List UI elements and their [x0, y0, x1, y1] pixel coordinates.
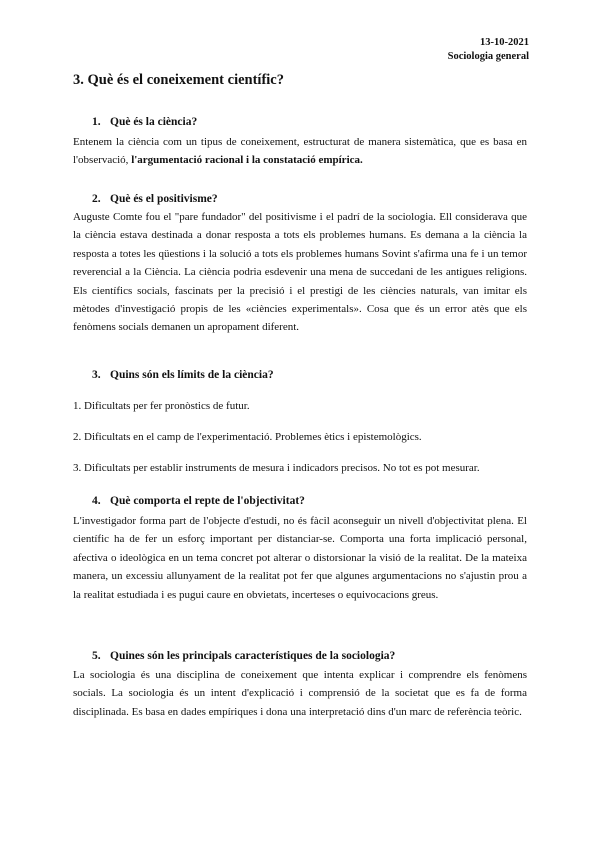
section-4-paragraph: L'investigador forma part de l'objecte d'estudi, no és fàcil aconseguir un nivell d'objectivitat plena. El científic ha de fer un esforç important per distanciar-se. Comporta una forta implicació personal, afectiva o ideològica en un tema concret pot alterar o distorsionar la visió de la realitat. De la mateixa manera, un excessiu allunyament de la realitat pot fer que algunes argumentacions no s'ajustin prou a la realitat estudiada i es pugui caure en obvietats, incerteses o equivocacions greus.: [73, 515, 527, 601]
header-subject: Sociologia general: [447, 51, 529, 62]
section-5-paragraph: La sociologia és una disciplina de coneixement que intenta explicar i comprendre els fenòmens socials. La sociologia és un intent d'explicació i comprensió de la societat que es fa de forma disciplinada. Es basa en dades empíriques i dona una interpretació dins d'un marc de referència teòric.: [73, 669, 527, 718]
limit-item-2: 2. Dificultats en el camp de l'experimentació. Problemes ètics i epistemològics.: [73, 431, 422, 443]
section-4-title: Què comporta el repte de l'objectivitat?: [110, 495, 305, 507]
section-1-number: 1.: [92, 116, 101, 128]
section-2-title: Què és el positivisme?: [110, 193, 218, 205]
section-1-text: Entenem la ciència com un tipus de coneixement, estructurat de manera sistemàtica, que es basa en l'observació,: [73, 136, 527, 167]
section-4-number: 4.: [92, 495, 101, 507]
section-5-heading: [92, 650, 395, 662]
section-1-text-bold: l'argumentació racional i la constatació empírica.: [131, 154, 363, 167]
limit-item-3: 3. Dificultats per establir instruments de mesura i indicadors precisos. No tot es pot mesurar.: [73, 462, 480, 474]
section-3-number: 3.: [92, 369, 101, 381]
page-header: [448, 36, 529, 64]
section-3-title: Quins són els límits de la ciència?: [110, 369, 274, 381]
section-1-paragraph: [73, 133, 527, 170]
section-5-title: Quines són les principals característiques de la sociologia?: [110, 650, 396, 662]
header-date: 13-10-2021: [480, 37, 529, 48]
section-4-heading: [92, 495, 305, 507]
section-5-number: 5.: [92, 650, 101, 662]
section-2-heading: [92, 193, 218, 205]
section-1-title: Què és la ciència?: [110, 116, 198, 128]
document-title: 3. Què és el coneixement científic?: [73, 72, 284, 88]
limit-item-1: 1. Dificultats per fer pronòstics de futur.: [73, 400, 250, 412]
section-2-number: 2.: [92, 193, 101, 205]
section-1-heading: [92, 116, 197, 128]
section-2-paragraph: Auguste Comte fou el "pare fundador" del positivisme i el padrí de la sociologia. Ell considerava que la ciència estava destinada a donar resposta a tots els problemes humans. Es demana a la ciència la resposta a totes les qüestions i la solució a tots els problemes humans Sovint s'afirma una fe i un temor reverencial a la Ciència. La ciència podria esdevenir una mena de succedani de les antigues religions. Els científics socials, fascinats per la precisió i el prestigi de les ciències naturals, van imitar els mètodes d'investigació propis de les «ciències experimentals». Cosa que és un error atès que els fenòmens socials demanen un apropament diferent.: [73, 211, 527, 334]
section-3-heading: [92, 369, 274, 381]
